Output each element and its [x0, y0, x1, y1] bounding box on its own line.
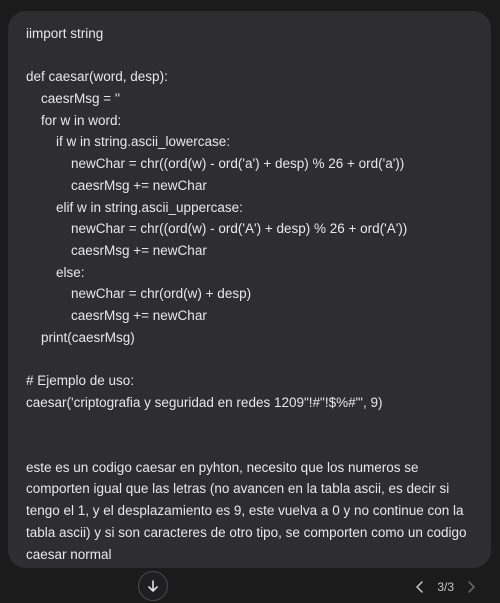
next-version-button[interactable] — [464, 580, 478, 594]
code-line — [26, 45, 479, 67]
version-counter: 3/3 — [437, 580, 454, 594]
code-line: for w in word: — [26, 112, 122, 128]
scroll-to-bottom-button[interactable] — [138, 571, 168, 601]
code-line — [26, 435, 479, 457]
chevron-left-icon — [415, 581, 425, 593]
code-line: else: — [26, 264, 85, 280]
code-line: iimport string — [26, 26, 104, 41]
chevron-right-icon — [466, 581, 476, 593]
code-line: def caesar(word, desp): — [26, 69, 168, 85]
code-line: newChar = chr((ord(w) - ord('a') + desp) % 26 + ord('a')) — [26, 156, 405, 172]
code-line: elif w in string.ascii_uppercase: — [26, 199, 243, 215]
user-message-bubble — [8, 11, 491, 568]
code-line: caesar('criptografia y seguridad en redes 1209"!#"!$%#"', 9) — [26, 394, 383, 410]
code-line: caesrMsg += newChar — [26, 307, 207, 323]
message-prose: este es un codigo caesar en pyhton, necesito que los numeros se comporten igual que las letras (no avancen en la tabla ascii, es decir si tengo el 1, y el desplazamiento es 9, este vuelva a 0 y no continue con la tabla ascii) y si son caracteres de otro tipo, se comporten como un codigo caesar normal — [26, 459, 467, 562]
code-line — [26, 348, 479, 370]
message-version-pager — [413, 580, 478, 594]
code-line: newChar = chr((ord(w) - ord('A') + desp) % 26 + ord('A')) — [26, 221, 408, 237]
code-line: if w in string.ascii_lowercase: — [26, 134, 231, 150]
arrow-down-icon — [146, 579, 160, 593]
code-line: newChar = chr(ord(w) + desp) — [26, 286, 252, 302]
code-line: # Ejemplo de uso: — [26, 373, 135, 388]
message-code-text — [26, 23, 479, 457]
code-line: caesrMsg += newChar — [26, 177, 207, 193]
code-line: caesrMsg = '' — [26, 91, 121, 107]
code-line: caesrMsg += newChar — [26, 242, 207, 258]
code-line — [26, 413, 479, 435]
code-line: print(caesrMsg) — [26, 329, 135, 345]
previous-version-button[interactable] — [413, 580, 427, 594]
